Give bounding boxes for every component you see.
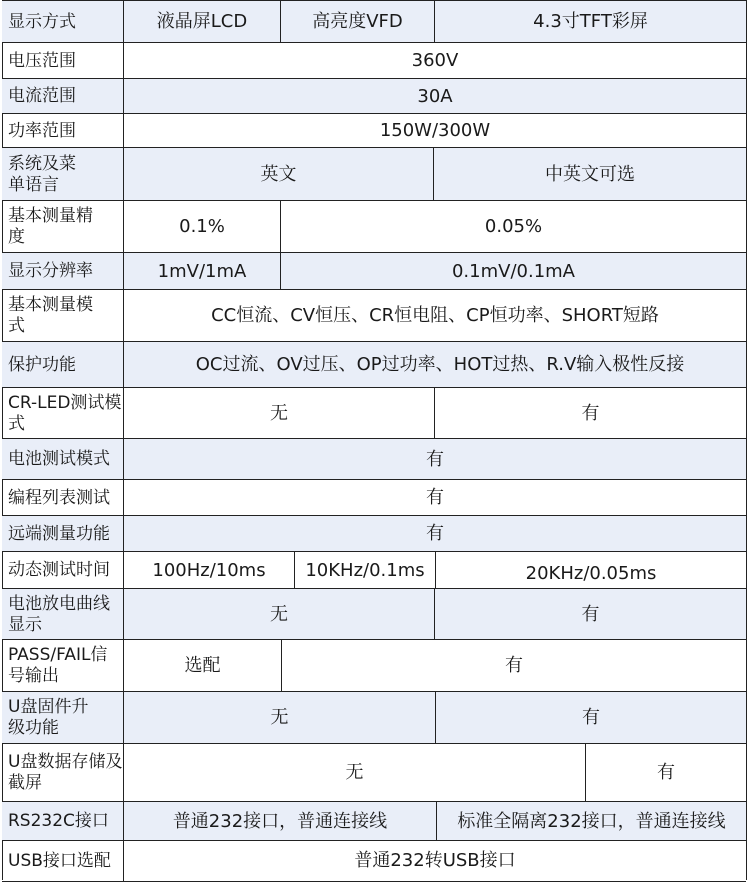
value-cell: 10KHz/0.1ms bbox=[294, 552, 435, 589]
value-cell: 英文 bbox=[123, 148, 433, 201]
value-cell: 有 bbox=[123, 516, 746, 552]
value-cell: 有 bbox=[434, 388, 746, 439]
row-label: 远端测量功能 bbox=[8, 523, 110, 544]
value-cell: 0.05% bbox=[280, 201, 746, 253]
row-battery-test bbox=[2, 438, 746, 480]
row-label: 动态测试时间 bbox=[8, 560, 110, 580]
row-label: 基本测量精度 bbox=[8, 206, 93, 247]
row-label: 系统及菜单语言 bbox=[8, 153, 76, 195]
row-label: U盘固件升级功能 bbox=[8, 697, 89, 738]
value-cell: 有 bbox=[434, 589, 746, 640]
row-label: 显示方式 bbox=[8, 11, 76, 32]
row-label: 电流范围 bbox=[8, 86, 76, 106]
row-label: PASS/FAIL信号输出 bbox=[8, 645, 108, 686]
row-usb-storage bbox=[2, 743, 746, 802]
row-usb-interface bbox=[2, 840, 746, 882]
row-label: RS232C接口 bbox=[8, 811, 109, 831]
row-label: CR-LED测试模式 bbox=[8, 392, 122, 434]
value-cell: 无 bbox=[123, 388, 434, 439]
value-cell: 无 bbox=[123, 744, 585, 802]
value-cell: 30A bbox=[123, 79, 746, 114]
row-label: 电池放电曲线显示 bbox=[8, 593, 110, 635]
value-cell: 有 bbox=[123, 439, 746, 480]
value-cell: 360V bbox=[123, 43, 746, 79]
value-cell: 0.1mV/0.1mA bbox=[280, 253, 746, 290]
row-menu-language bbox=[2, 147, 746, 201]
value-cell: 有 bbox=[585, 744, 746, 802]
row-current-range bbox=[2, 78, 746, 114]
value-cell: 无 bbox=[123, 692, 435, 744]
value-cell: 普通232接口，普通连接线 bbox=[123, 802, 436, 841]
row-pass-fail bbox=[2, 639, 746, 692]
row-remote-sense bbox=[2, 515, 746, 552]
value-cell: 液晶屏LCD bbox=[123, 1, 280, 43]
value-cell: OC过流、OV过压、OP过功率、HOT过热、R.V输入极性反接 bbox=[123, 342, 746, 388]
row-display-resolution bbox=[2, 252, 746, 290]
value-cell: 150W/300W bbox=[123, 114, 746, 148]
row-measure-accuracy bbox=[2, 200, 746, 253]
row-voltage-range bbox=[2, 42, 746, 79]
value-cell: 有 bbox=[435, 692, 746, 744]
row-power-range bbox=[2, 113, 746, 148]
value-cell: 有 bbox=[123, 480, 746, 516]
row-program-list bbox=[2, 479, 746, 516]
row-firmware-upgrade bbox=[2, 691, 746, 744]
value-cell: 标准全隔离232接口，普通连接线 bbox=[436, 802, 746, 841]
row-measure-mode bbox=[2, 289, 746, 342]
value-cell: 有 bbox=[281, 640, 746, 692]
row-label: 电压范围 bbox=[8, 50, 76, 71]
value-cell: 20KHz/0.05ms bbox=[435, 552, 746, 589]
row-rs232c bbox=[2, 801, 746, 841]
value-cell: CC恒流、CV恒压、CR恒电阻、CP恒功率、SHORT短路 bbox=[123, 290, 746, 342]
row-label: U盘数据存储及截屏 bbox=[8, 752, 123, 793]
value-cell: 中英文可选 bbox=[433, 148, 746, 201]
row-dynamic-time bbox=[2, 551, 746, 589]
row-discharge-curve bbox=[2, 588, 746, 640]
value-cell: 普通232转USB接口 bbox=[123, 841, 746, 881]
row-cr-led-mode bbox=[2, 387, 746, 439]
row-label: 保护功能 bbox=[8, 354, 76, 375]
row-protection bbox=[2, 341, 746, 388]
row-label: 显示分辨率 bbox=[8, 261, 93, 281]
value-cell: 高亮度VFD bbox=[280, 1, 434, 43]
row-label: USB接口选配 bbox=[8, 850, 111, 871]
value-cell: 1mV/1mA bbox=[123, 253, 280, 290]
value-cell: 100Hz/10ms bbox=[123, 552, 294, 589]
value-cell: 4.3寸TFT彩屏 bbox=[434, 1, 746, 43]
row-label: 基本测量模式 bbox=[8, 295, 93, 336]
row-label: 电池测试模式 bbox=[8, 449, 110, 469]
row-label: 功率范围 bbox=[8, 120, 76, 141]
row-label: 编程列表测试 bbox=[8, 487, 110, 508]
row-display-mode bbox=[2, 0, 746, 43]
value-cell: 选配 bbox=[123, 640, 281, 692]
value-cell: 0.1% bbox=[123, 201, 280, 253]
table-frame-right bbox=[746, 0, 747, 880]
value-cell: 无 bbox=[123, 589, 434, 640]
